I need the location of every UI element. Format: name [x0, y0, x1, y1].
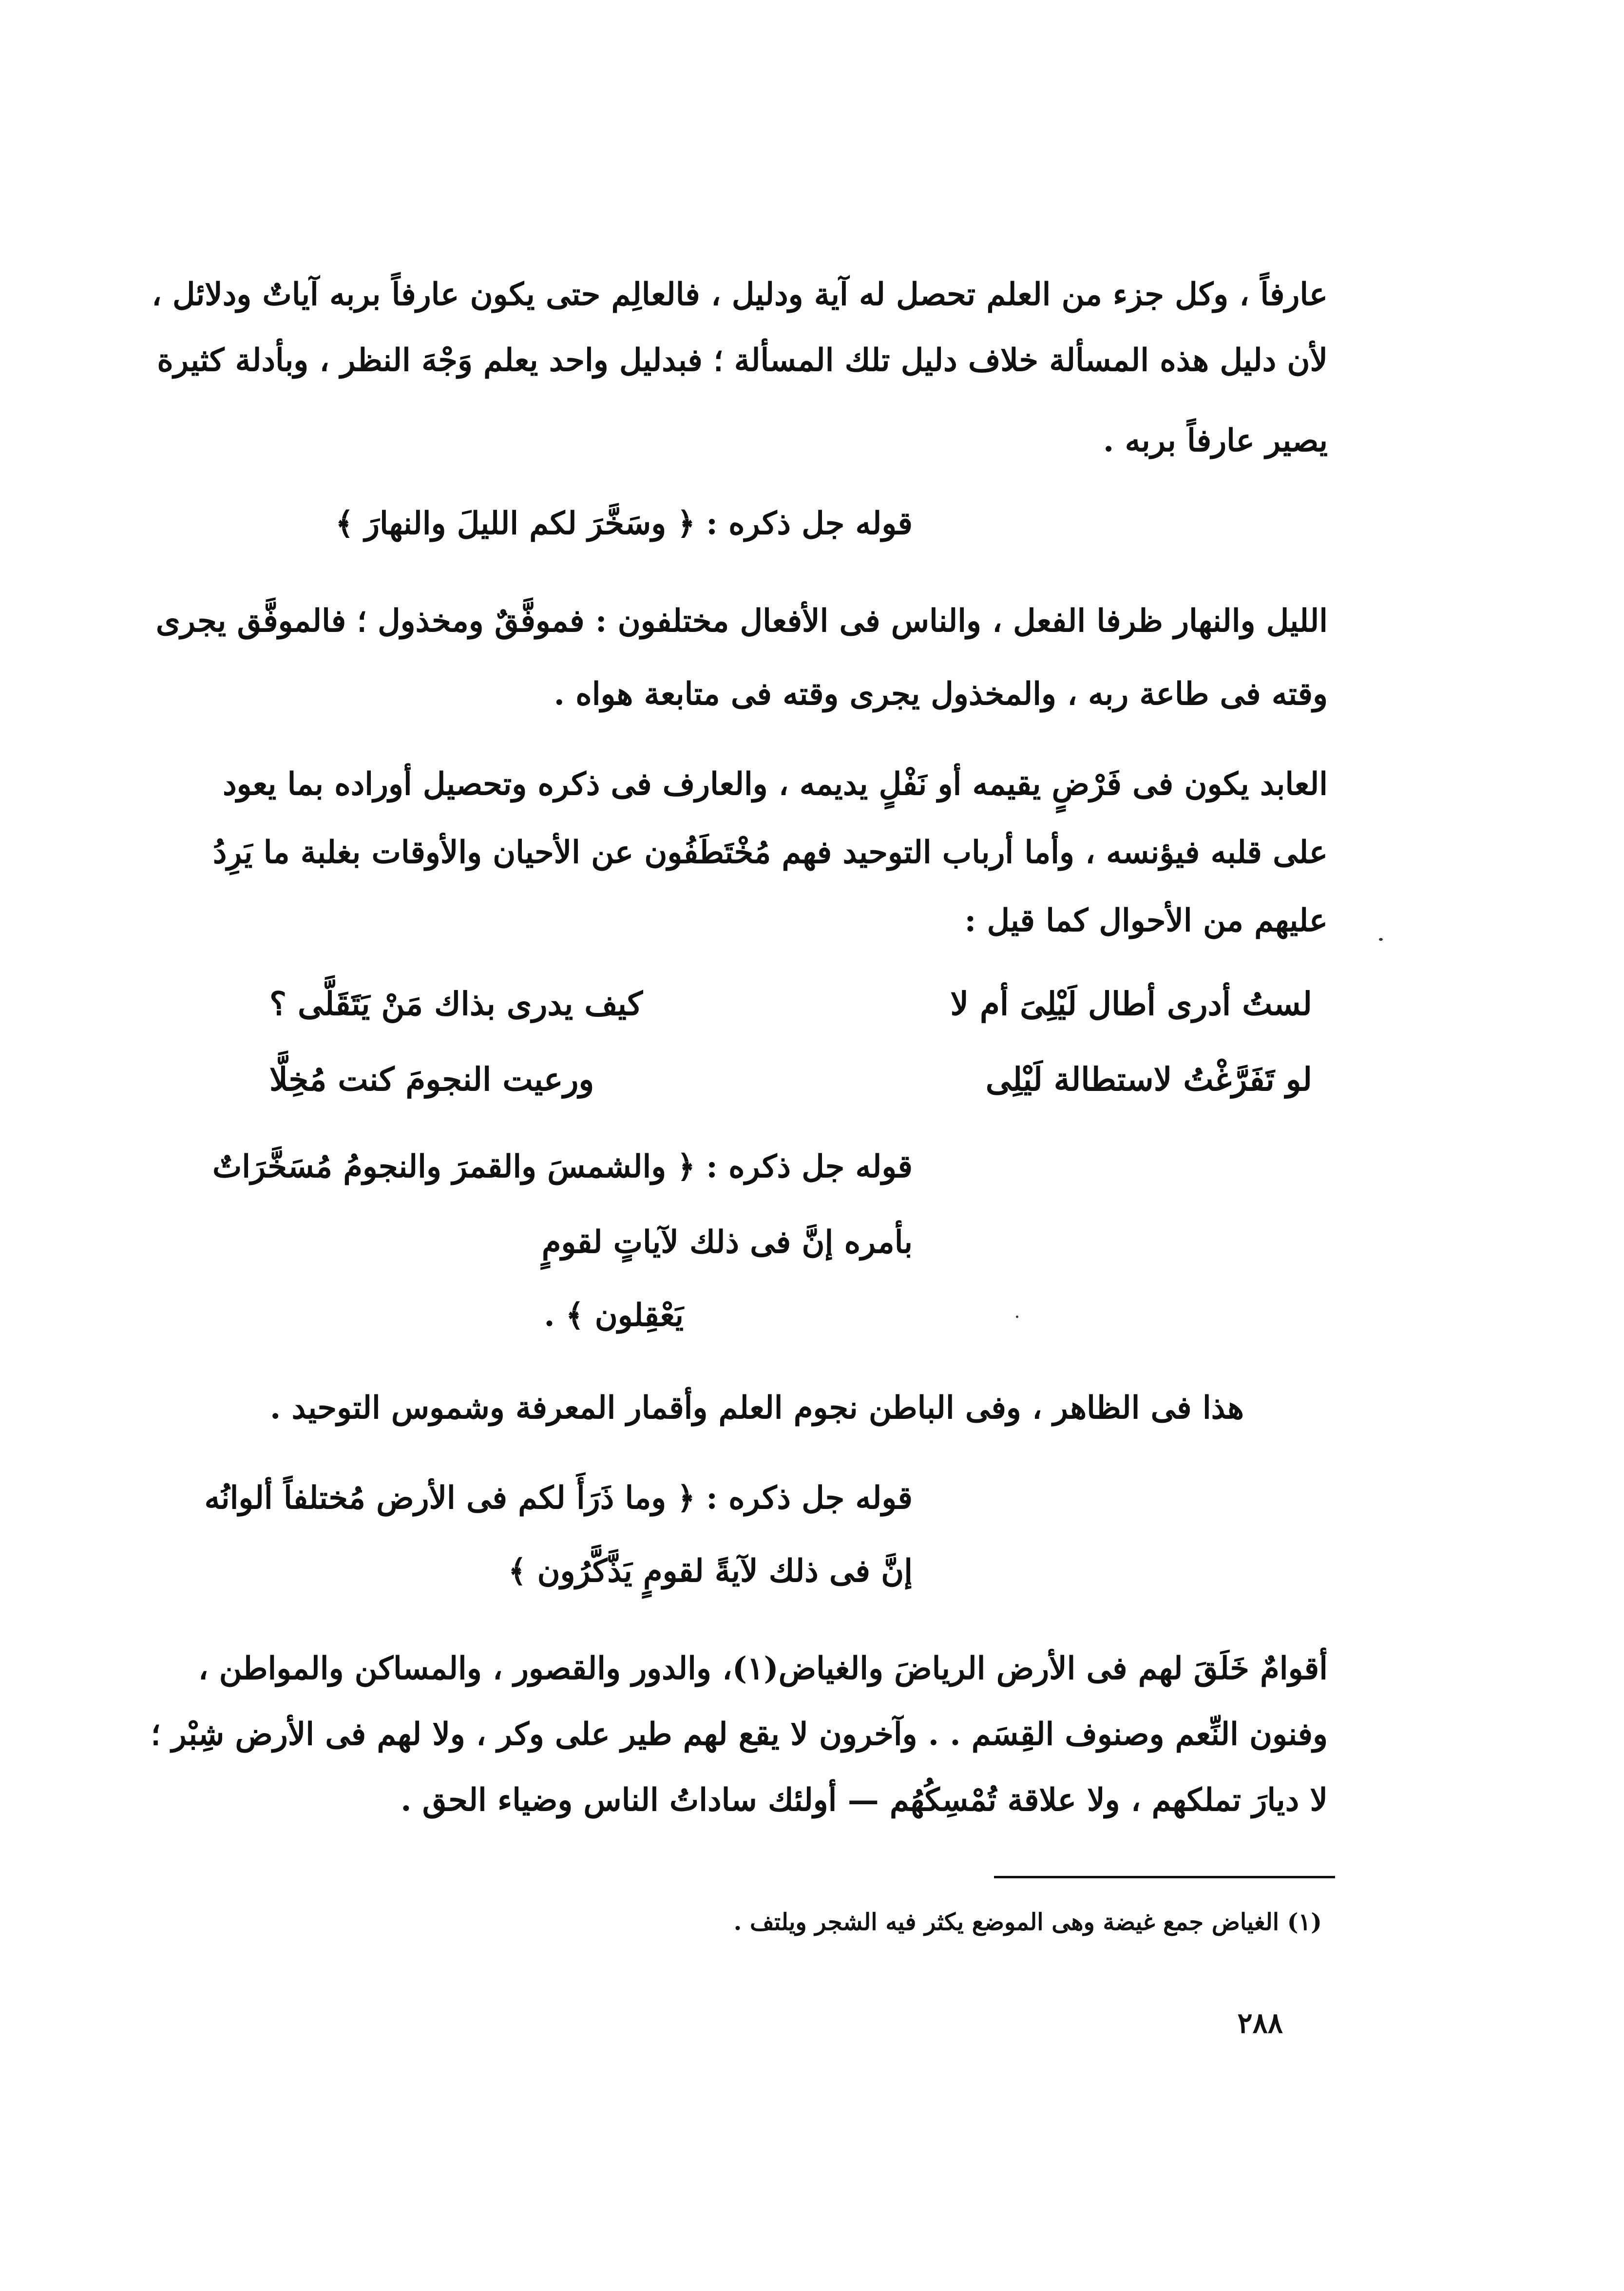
verse-line — [269, 979, 1312, 1028]
page-number: ٢٨٨ — [1237, 2006, 1283, 2040]
paragraph-line: على قلبه فيؤنسه ، وأما أرباب التوحيد فهم مُخْتَطَفُون عن الأحيان والأوقات بغلبة ما يَرِدُ — [212, 834, 1328, 871]
paragraph-line: هذا فى الظاهر ، وفى الباطن نجوم العلم وأقمار المعرفة وشموس التوحيد . — [270, 1390, 1244, 1426]
quran-quote: قوله جل ذكره : ﴿ والشمسَ والقمرَ والنجومُ مُسَخَّرَاتٌ — [212, 1148, 913, 1185]
scan-speck — [1379, 938, 1383, 941]
verse-hemistich-right: لو تَفَرَّغْتُ لاستطالة لَيْلِى — [985, 1060, 1312, 1098]
paragraph-line: وفنون النِّعم وصنوف القِسَم . . وآخرون لا يقع لهم طير على وكر ، ولا لهم فى الأرض شِبْر ؛ — [151, 1716, 1328, 1753]
paragraph-line: عارفاً ، وكل جزء من العلم تحصل له آية ودليل ، فالعالِم حتى يكون عارفاً بربه آياتٌ ودلائل ، — [152, 276, 1328, 313]
verse-hemistich-right: لستُ أدرى أطال لَيْلِىَ أم لا — [950, 985, 1312, 1023]
quran-quote: إنَّ فى ذلك لآيةً لقومٍ يَذَّكَّرُون ﴾ — [508, 1553, 913, 1589]
paragraph-line: لأن دليل هذه المسألة خلاف دليل تلك المسألة ؛ فبدليل واحد يعلم وَجْهَ النظر ، وبأدلة كثيرة — [157, 342, 1328, 379]
quran-quote: يَعْقِلون ﴾ . — [544, 1297, 684, 1334]
paragraph-line: عليهم من الأحوال كما قيل : — [964, 902, 1328, 939]
quran-quote: قوله جل ذكره : ﴿ وما ذَرَأَ لكم فى الأرض مُختلفاً ألوانُه — [204, 1480, 913, 1516]
paragraph-line: أقوامٌ خَلَقَ لهم فى الأرض الرياضَ والغياض(١)، والدور والقصور ، والمساكن والمواطن ، — [198, 1650, 1328, 1687]
footnote: (١) الغياض جمع غيضة وهى الموضع يكثر فيه الشجر ويلتف . — [733, 1909, 1322, 1936]
paragraph-line: الليل والنهار ظرفا الفعل ، والناس فى الأفعال مختلفون : فموفَّقٌ ومخذول ؛ فالموفَّق يجرى — [155, 603, 1328, 639]
paragraph-line: العابد يكون فى فَرْضٍ يقيمه أو نَفْلٍ يديمه ، والعارف فى ذكره وتحصيل أوراده بما يعود — [223, 766, 1328, 802]
quran-quote: قوله جل ذكره : ﴿ وسَخَّرَ لكم الليلَ والنهارَ ﴾ — [335, 505, 913, 542]
verse-hemistich-left: ورعيت النجومَ كنت مُخِلَّا — [269, 1060, 594, 1098]
scan-speck — [1016, 1316, 1018, 1318]
footnote-divider — [994, 1876, 1335, 1878]
paragraph-line: يصير عارفاً بربه . — [1103, 422, 1328, 459]
paragraph-line: لا ديارَ تملكهم ، ولا علاقة تُمْسِكُهُم — أولئك ساداتُ الناس وضياء الحق . — [401, 1782, 1328, 1818]
verse-line — [269, 1055, 1312, 1104]
quran-quote: بأمره إنَّ فى ذلك لآياتٍ لقومٍ — [541, 1224, 913, 1260]
paragraph-line: وقته فى طاعة ربه ، والمخذول يجرى وقته فى متابعة هواه . — [554, 676, 1328, 712]
verse-hemistich-left: كيف يدرى بذاك مَنْ يَتَقَلَّى ؟ — [269, 985, 643, 1023]
